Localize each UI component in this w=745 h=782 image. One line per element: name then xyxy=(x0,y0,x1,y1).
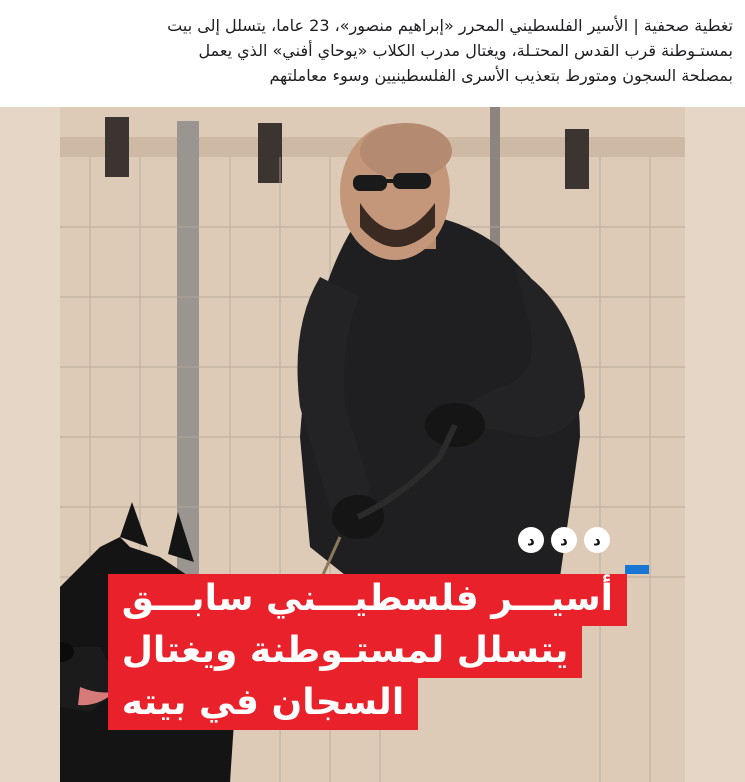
post-caption xyxy=(0,0,745,107)
post-caption-line: تغطية صحفية | الأسير الفلسطيني المحرر «إبراهيم منصور»، 23 عاما، يتسلل إلى بيت xyxy=(167,16,733,35)
accent-bar xyxy=(625,565,649,574)
headline-line: يتسلل لمستـوطنة ويغتال xyxy=(108,626,583,678)
post-caption-line: بمستـوطنة قرب القدس المحتـلة، ويغتال مدرب الكلاب «يوحاي أفني» الذي يعمل xyxy=(198,41,733,60)
headline-line: السجان في بيته xyxy=(108,678,418,730)
post-caption-line: بمصلحة السجون ومتورط بتعذيب الأسرى الفلسطينيين وسوء معاملتهم xyxy=(269,66,733,85)
logo-letter: ﺩ xyxy=(584,527,610,553)
logo-letter: ﺩ xyxy=(551,527,577,553)
channel-logo xyxy=(518,524,610,556)
image-headline xyxy=(108,574,627,730)
post-image[interactable] xyxy=(0,107,745,782)
logo-letter: ﺩ xyxy=(518,527,544,553)
headline-line: أسيـــر فلسطيـــني سابـــق xyxy=(108,574,627,626)
